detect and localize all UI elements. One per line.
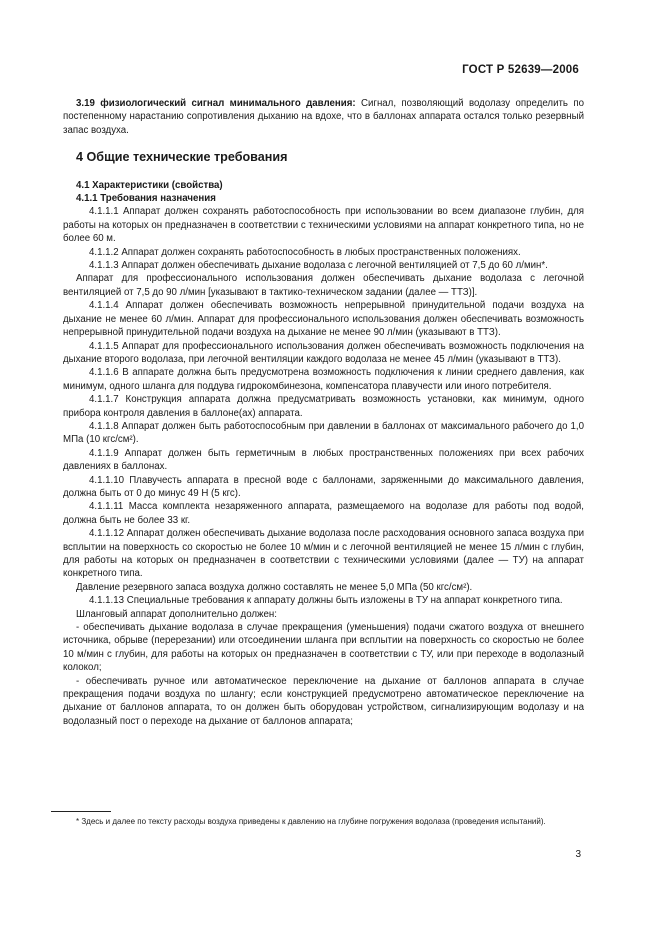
section-title: 4 Общие технические требования [76,150,288,165]
paragraph: 4.1.1.10 Плавучесть аппарата в пресной воде с баллонами, заряженными до максимального давления, должна быть от 0 до минус 49 Н (5 кгс). [63,474,584,499]
list-item: - обеспечивать дыхание водолаза в случае прекращения (уменьшения) подачи сжатого воздуха от внешнего источника, обрыве (перерезании) или отсоединении шланга при всплытии на поверхность со скоростью не более 10 м/мин с глубин, для работы на которых он предназначен в соответствии с ТУ, или при переходе в водолазный колокол; [63,622,584,674]
paragraph: 4.1.1.5 Аппарат для профессионального использования должен обеспечивать возможность подключения на дыхание второго водолаза, при легочной вентиляции каждого водолаза не менее 45 л/мин (указывают в ТТЗ). [63,340,584,365]
paragraph: 4.1.1.2 Аппарат должен сохранять работоспособность в любых пространственных положениях. [89,246,521,258]
footnote-divider [51,811,111,812]
clause-term: физиологический сигнал минимального давления: [100,98,356,109]
paragraph: 4.1.1.3 Аппарат должен обеспечивать дыхание водолаза с легочной вентиляцией от 7,5 до 60 л/мин*. [89,260,548,272]
paragraph: 4.1.1.4 Аппарат должен обеспечивать возможность непрерывной принудительной подачи воздуха на дыхание не менее 60 л/мин. Аппарат для профессионального использования должен обеспечивать возможность непрерывной принудительной подачи воздуха на дыхание не менее 90 л/мин (указывают в ТТЗ). [63,300,584,339]
paragraph: 4.1.1.13 Специальные требования к аппарату должны быть изложены в ТУ на аппарат конкретного типа. [89,595,563,607]
clause-3-19 [63,97,584,137]
list-item: - обеспечивать ручное или автоматическое переключение на дыхание от баллонов аппарата в случае прекращения подачи воздуха по шлангу; если конструкцией предусмотрено автоматическое переключение на дыхание от баллонов аппарата, то он должен быть оборудован устройством, сигнализирующим водолазу и на водолазный пост о переходе на дыхание от баллонов аппарата; [63,675,584,727]
document-header: ГОСТ Р 52639—2006 [462,64,579,76]
clause-text: Сигнал, позволяющий водолазу определить по постепенному нарастанию сопротивления дыханию на вдохе, что в баллонах аппарата остался только резервный запас воздуха. [63,98,585,136]
paragraph: 4.1.1.6 В аппарате должна быть предусмотрена возможность подключения к линии среднего давления, как минимум, одного шланга для поддува гидрокомбинезона, компенсатора плавучести или иного потребителя. [63,367,584,392]
footnote: * Здесь и далее по тексту расходы воздуха приведены к давлению на глубине погружения водолаза (проведения испытаний). [76,817,546,826]
paragraph: 4.1.1.11 Масса комплекта незаряженного аппарата, размещаемого на водолазе для работы под водой, должна быть не более 33 кг. [63,501,584,526]
paragraph: Аппарат для профессионального использования должен обеспечивать дыхание водолаза с легочной вентиляцией от 7,5 до 90 л/мин [указывают в тактико-техническом задании (далее — ТТЗ)]. [63,273,584,298]
clause-number: 3.19 [76,98,95,109]
page-content [63,97,584,728]
paragraph: 4.1.1.8 Аппарат должен быть работоспособным при давлении в баллонах от максимального рабочего до 1,0 МПа (10 кгс/см²). [63,420,584,446]
paragraph: Давление резервного запаса воздуха должно составлять не менее 5,0 МПа (50 кгс/см²). [76,581,473,593]
paragraph: 4.1.1.7 Конструкция аппарата должна предусматривать возможность установки, как минимум, одного прибора контроля давления в баллоне(ах) аппарата. [63,394,584,419]
paragraph: 4.1.1.12 Аппарат должен обеспечивать дыхание водолаза после расходования основного запаса воздуха при всплытии на поверхность со скоростью не более 10 м/мин и с легочной вентиляцией не менее 15 л/мин с глубин, для работы на которых он предназначен в соответствии с техническими условиями (далее — ТУ) на аппарат конкретного типа. [63,528,584,580]
page-number: 3 [575,849,581,860]
paragraph: Шланговый аппарат дополнительно должен: [76,608,277,620]
paragraph: 4.1.1.1 Аппарат должен сохранять работоспособность при использовании во всем диапазоне глубин, для работы на которых он предназначен в соответствии с техническими условиями на аппарат конкретного типа, но не более 60 м. [63,206,584,245]
subsubsection-title: 4.1.1 Требования назначения [76,193,216,205]
subsection-title: 4.1 Характеристики (свойства) [76,179,223,191]
paragraph: 4.1.1.9 Аппарат должен быть герметичным в любых пространственных положениях при всех рабочих давлениях в баллонах. [63,447,584,473]
